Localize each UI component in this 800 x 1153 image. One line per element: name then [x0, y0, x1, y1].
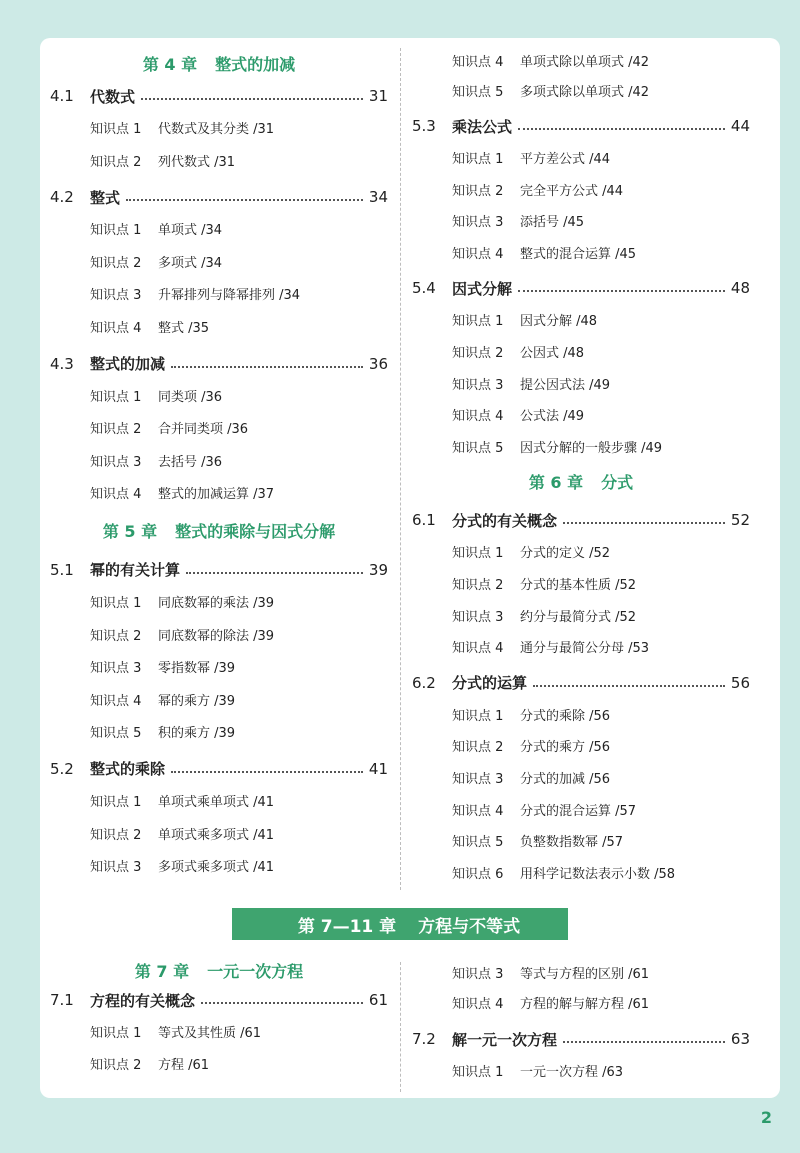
knowledge-point-text: 等式及其性质 /61 — [158, 1026, 262, 1041]
knowledge-point-text: 整式的混合运算 /45 — [520, 246, 637, 262]
section-title: 幂的有关计算 — [90, 561, 181, 580]
knowledge-point-label: 知识点 4 — [452, 803, 504, 819]
chapter-heading — [412, 464, 750, 502]
knowledge-point-label: 知识点 3 — [90, 661, 142, 677]
knowledge-point-label: 知识点 3 — [452, 967, 504, 982]
chapter-heading — [50, 52, 388, 78]
knowledge-point-text: 因式分解 /48 — [520, 314, 598, 330]
section-page: 39 — [368, 560, 388, 579]
knowledge-point[interactable] — [50, 686, 388, 719]
knowledge-point-text: 等式与方程的区别 /61 — [520, 967, 650, 982]
section-page: 36 — [368, 354, 388, 373]
dot-leader — [186, 572, 363, 574]
banner-chapter-range: 第 7—11 章 — [297, 916, 397, 937]
chapter-number: 第 5 章 — [102, 521, 158, 541]
toc-section-s71[interactable] — [50, 982, 388, 1018]
knowledge-point-text: 多项式除以单项式 /42 — [520, 85, 650, 100]
knowledge-point-text: 一元一次方程 /63 — [520, 1065, 624, 1080]
knowledge-point-text: 方程的解与解方程 /61 — [520, 997, 650, 1012]
knowledge-point-text: 通分与最简公分母 /53 — [520, 641, 650, 657]
dot-leader — [126, 199, 363, 201]
knowledge-point[interactable] — [50, 215, 388, 248]
knowledge-point[interactable] — [50, 820, 388, 853]
section-title: 整式的乘除 — [90, 760, 166, 779]
section-number: 5.2 — [50, 759, 74, 778]
knowledge-point-label: 知识点 6 — [452, 866, 504, 882]
section-title: 因式分解 — [452, 279, 513, 298]
knowledge-point[interactable] — [412, 176, 750, 208]
section-page: 56 — [730, 673, 750, 692]
knowledge-point-label: 知识点 5 — [452, 835, 504, 851]
knowledge-point-text: 合并同类项 /36 — [158, 422, 249, 438]
dot-leader — [563, 522, 725, 524]
toc-section-s62[interactable] — [412, 665, 750, 701]
knowledge-point-text: 用科学记数法表示小数 /58 — [520, 866, 676, 882]
knowledge-point[interactable] — [50, 787, 388, 820]
knowledge-point[interactable] — [412, 796, 750, 828]
knowledge-point-label: 知识点 4 — [90, 487, 142, 503]
knowledge-point-text: 多项式 /34 — [158, 255, 223, 271]
knowledge-point[interactable] — [50, 114, 388, 147]
knowledge-point[interactable] — [50, 479, 388, 512]
knowledge-point-label: 知识点 4 — [90, 693, 142, 709]
knowledge-point[interactable] — [412, 764, 750, 796]
knowledge-point[interactable] — [412, 960, 750, 990]
knowledge-point[interactable] — [412, 732, 750, 764]
knowledge-point[interactable] — [50, 852, 388, 885]
knowledge-point-label: 知识点 3 — [452, 377, 504, 393]
knowledge-point-text: 同底数幂的乘法 /39 — [158, 595, 275, 611]
section-number: 5.4 — [412, 279, 436, 298]
knowledge-point-label: 知识点 5 — [452, 440, 504, 456]
knowledge-point[interactable] — [412, 633, 750, 665]
section-number: 4.1 — [50, 87, 74, 105]
knowledge-point-label: 知识点 4 — [452, 246, 504, 262]
knowledge-point-text: 列代数式 /31 — [158, 154, 236, 170]
knowledge-point[interactable] — [412, 827, 750, 859]
knowledge-point-text: 同类项 /36 — [158, 389, 223, 405]
knowledge-point[interactable] — [412, 433, 750, 465]
knowledge-point-text: 分式的定义 /52 — [520, 546, 611, 562]
left-column-top — [50, 52, 388, 885]
knowledge-point-text: 整式 /35 — [158, 320, 210, 336]
page-number: 2 — [760, 1108, 772, 1127]
toc-section-s42[interactable] — [50, 179, 388, 215]
knowledge-point-text: 分式的混合运算 /57 — [520, 803, 637, 819]
section-page: 31 — [368, 87, 388, 105]
chapter-title: 分式 — [601, 473, 634, 493]
knowledge-point-label: 知识点 2 — [452, 345, 504, 361]
knowledge-point[interactable] — [50, 653, 388, 686]
section-title: 分式的运算 — [452, 674, 528, 693]
knowledge-point-text: 分式的基本性质 /52 — [520, 577, 637, 593]
knowledge-point-text: 同底数幂的除法 /39 — [158, 628, 275, 644]
knowledge-point[interactable] — [50, 1018, 388, 1050]
knowledge-point-text: 整式的加减运算 /37 — [158, 487, 275, 503]
knowledge-point-label: 知识点 5 — [452, 85, 504, 100]
chapter-heading — [50, 962, 388, 982]
knowledge-point-text: 平方差公式 /44 — [520, 152, 611, 167]
section-page: 48 — [730, 279, 750, 298]
knowledge-point[interactable] — [50, 718, 388, 751]
knowledge-point-label: 知识点 1 — [452, 708, 504, 724]
banner-title: 方程与不等式 — [418, 916, 521, 937]
knowledge-point-label: 知识点 1 — [90, 122, 142, 137]
knowledge-point-label: 知识点 4 — [452, 409, 504, 425]
knowledge-point-label: 知识点 2 — [90, 1058, 142, 1073]
section-title: 分式的有关概念 — [452, 511, 558, 530]
knowledge-point-label: 知识点 2 — [90, 154, 142, 170]
knowledge-point-label: 知识点 1 — [452, 152, 504, 167]
knowledge-point-label: 知识点 1 — [90, 1026, 142, 1041]
dot-leader — [518, 290, 725, 292]
knowledge-point-text: 去括号 /36 — [158, 454, 223, 470]
chapter-number: 第 7 章 — [134, 962, 190, 981]
knowledge-point[interactable] — [50, 280, 388, 313]
section-page: 34 — [368, 188, 388, 207]
knowledge-point-text: 单项式除以单项式 /42 — [520, 55, 650, 70]
right-column-top — [412, 48, 750, 890]
knowledge-point-label: 知识点 4 — [452, 55, 504, 70]
knowledge-point-text: 提公因式法 /49 — [520, 377, 611, 393]
section-title: 代数式 — [90, 87, 136, 106]
dot-leader — [171, 366, 363, 368]
part-banner — [232, 908, 568, 940]
toc-section-s43[interactable] — [50, 346, 388, 382]
dot-leader — [563, 1041, 725, 1043]
knowledge-point-text: 方程 /61 — [158, 1058, 210, 1073]
knowledge-point-label: 知识点 1 — [90, 389, 142, 405]
knowledge-point-text: 因式分解的一般步骤 /49 — [520, 440, 663, 456]
knowledge-point[interactable] — [50, 1050, 388, 1082]
knowledge-point[interactable] — [412, 78, 750, 108]
chapter-title: 整式的加减 — [215, 55, 296, 74]
knowledge-point[interactable] — [50, 147, 388, 180]
knowledge-point-label: 知识点 3 — [452, 215, 504, 231]
knowledge-point-text: 积的乘方 /39 — [158, 726, 236, 742]
knowledge-point[interactable] — [412, 239, 750, 271]
knowledge-point-text: 多项式乘多项式 /41 — [158, 860, 275, 876]
toc-section-s41[interactable] — [50, 78, 388, 114]
section-title: 乘法公式 — [452, 117, 513, 136]
section-page: 63 — [730, 1030, 750, 1048]
knowledge-point-text: 单项式乘多项式 /41 — [158, 827, 275, 843]
knowledge-point-label: 知识点 2 — [452, 740, 504, 756]
knowledge-point-label: 知识点 2 — [90, 827, 142, 843]
knowledge-point[interactable] — [412, 401, 750, 433]
knowledge-point-text: 添括号 /45 — [520, 215, 585, 231]
knowledge-point-text: 分式的加减 /56 — [520, 771, 611, 787]
knowledge-point[interactable] — [412, 602, 750, 634]
knowledge-point[interactable] — [412, 306, 750, 338]
knowledge-point[interactable] — [412, 859, 750, 891]
knowledge-point[interactable] — [412, 1058, 750, 1088]
knowledge-point-label: 知识点 4 — [90, 320, 142, 336]
knowledge-point-label: 知识点 1 — [452, 546, 504, 562]
knowledge-point-text: 单项式乘单项式 /41 — [158, 794, 275, 810]
knowledge-point-label: 知识点 1 — [452, 1065, 504, 1080]
section-number: 4.3 — [50, 354, 74, 373]
chapter-title: 一元一次方程 — [207, 962, 304, 981]
section-page: 44 — [730, 117, 750, 135]
knowledge-point-text: 公因式 /48 — [520, 345, 585, 361]
knowledge-point-label: 知识点 4 — [452, 641, 504, 657]
toc-section-s72[interactable] — [412, 1020, 750, 1058]
left-column-bottom — [50, 962, 388, 1082]
knowledge-point-text: 代数式及其分类 /31 — [158, 122, 275, 137]
knowledge-point[interactable] — [50, 248, 388, 281]
toc-section-s52[interactable] — [50, 751, 388, 787]
dot-leader — [518, 128, 725, 130]
section-number: 5.1 — [50, 560, 74, 579]
toc-section-s53[interactable] — [412, 108, 750, 144]
knowledge-point[interactable] — [50, 313, 388, 346]
knowledge-point-text: 约分与最简分式 /52 — [520, 609, 637, 625]
knowledge-point[interactable] — [412, 701, 750, 733]
section-title: 解一元一次方程 — [452, 1030, 558, 1049]
knowledge-point-text: 完全平方公式 /44 — [520, 183, 624, 199]
knowledge-point-label: 知识点 1 — [90, 595, 142, 611]
section-title: 方程的有关概念 — [90, 991, 196, 1010]
knowledge-point-text: 升幂排列与降幂排列 /34 — [158, 288, 301, 304]
section-number: 7.2 — [412, 1030, 436, 1048]
knowledge-point[interactable] — [50, 447, 388, 480]
chapter-number: 第 4 章 — [142, 55, 198, 74]
knowledge-point-label: 知识点 1 — [452, 314, 504, 330]
section-title: 整式的加减 — [90, 355, 166, 374]
knowledge-point-label: 知识点 3 — [90, 454, 142, 470]
chapter-title: 整式的乘除与因式分解 — [175, 521, 336, 541]
knowledge-point-label: 知识点 3 — [90, 860, 142, 876]
knowledge-point-label: 知识点 4 — [452, 997, 504, 1012]
knowledge-point-label: 知识点 2 — [452, 577, 504, 593]
section-number: 5.3 — [412, 117, 436, 135]
knowledge-point-label: 知识点 2 — [90, 628, 142, 644]
knowledge-point-text: 负整数指数幂 /57 — [520, 835, 624, 851]
section-page: 52 — [730, 511, 750, 530]
section-number: 6.1 — [412, 511, 436, 530]
section-page: 61 — [368, 991, 388, 1009]
dot-leader — [201, 1002, 363, 1004]
knowledge-point-label: 知识点 1 — [90, 794, 142, 810]
knowledge-point[interactable] — [50, 588, 388, 621]
knowledge-point[interactable] — [412, 370, 750, 402]
knowledge-point-text: 公式法 /49 — [520, 409, 585, 425]
section-number: 6.2 — [412, 673, 436, 692]
dot-leader — [141, 98, 363, 100]
toc-section-s61[interactable] — [412, 502, 750, 538]
knowledge-point[interactable] — [50, 414, 388, 447]
knowledge-point[interactable] — [412, 144, 750, 176]
knowledge-point-label: 知识点 2 — [452, 183, 504, 199]
chapter-heading — [50, 512, 388, 552]
knowledge-point-text: 零指数幂 /39 — [158, 661, 236, 677]
dot-leader — [533, 685, 725, 687]
knowledge-point[interactable] — [412, 48, 750, 78]
knowledge-point[interactable] — [412, 538, 750, 570]
dot-leader — [171, 771, 363, 773]
knowledge-point[interactable] — [50, 621, 388, 654]
knowledge-point-label: 知识点 2 — [90, 255, 142, 271]
knowledge-point[interactable] — [412, 207, 750, 239]
knowledge-point-text: 分式的乘除 /56 — [520, 708, 611, 724]
knowledge-point[interactable] — [50, 382, 388, 415]
knowledge-point-label: 知识点 2 — [90, 422, 142, 438]
section-number: 4.2 — [50, 188, 74, 207]
column-divider — [400, 48, 401, 890]
section-title: 整式 — [90, 188, 121, 207]
section-number: 7.1 — [50, 991, 74, 1009]
knowledge-point[interactable] — [412, 338, 750, 370]
knowledge-point-text: 幂的乘方 /39 — [158, 693, 236, 709]
knowledge-point[interactable] — [412, 570, 750, 602]
knowledge-point-text: 单项式 /34 — [158, 223, 223, 239]
right-column-bottom — [412, 960, 750, 1088]
knowledge-point-label: 知识点 1 — [90, 223, 142, 239]
knowledge-point-label: 知识点 5 — [90, 726, 142, 742]
section-page: 41 — [368, 759, 388, 778]
toc-section-s51[interactable] — [50, 552, 388, 588]
column-divider — [400, 962, 401, 1092]
knowledge-point-label: 知识点 3 — [90, 288, 142, 304]
knowledge-point-label: 知识点 3 — [452, 771, 504, 787]
chapter-number: 第 6 章 — [528, 473, 584, 493]
knowledge-point[interactable] — [412, 990, 750, 1020]
toc-section-s54[interactable] — [412, 270, 750, 306]
knowledge-point-label: 知识点 3 — [452, 609, 504, 625]
knowledge-point-text: 分式的乘方 /56 — [520, 740, 611, 756]
